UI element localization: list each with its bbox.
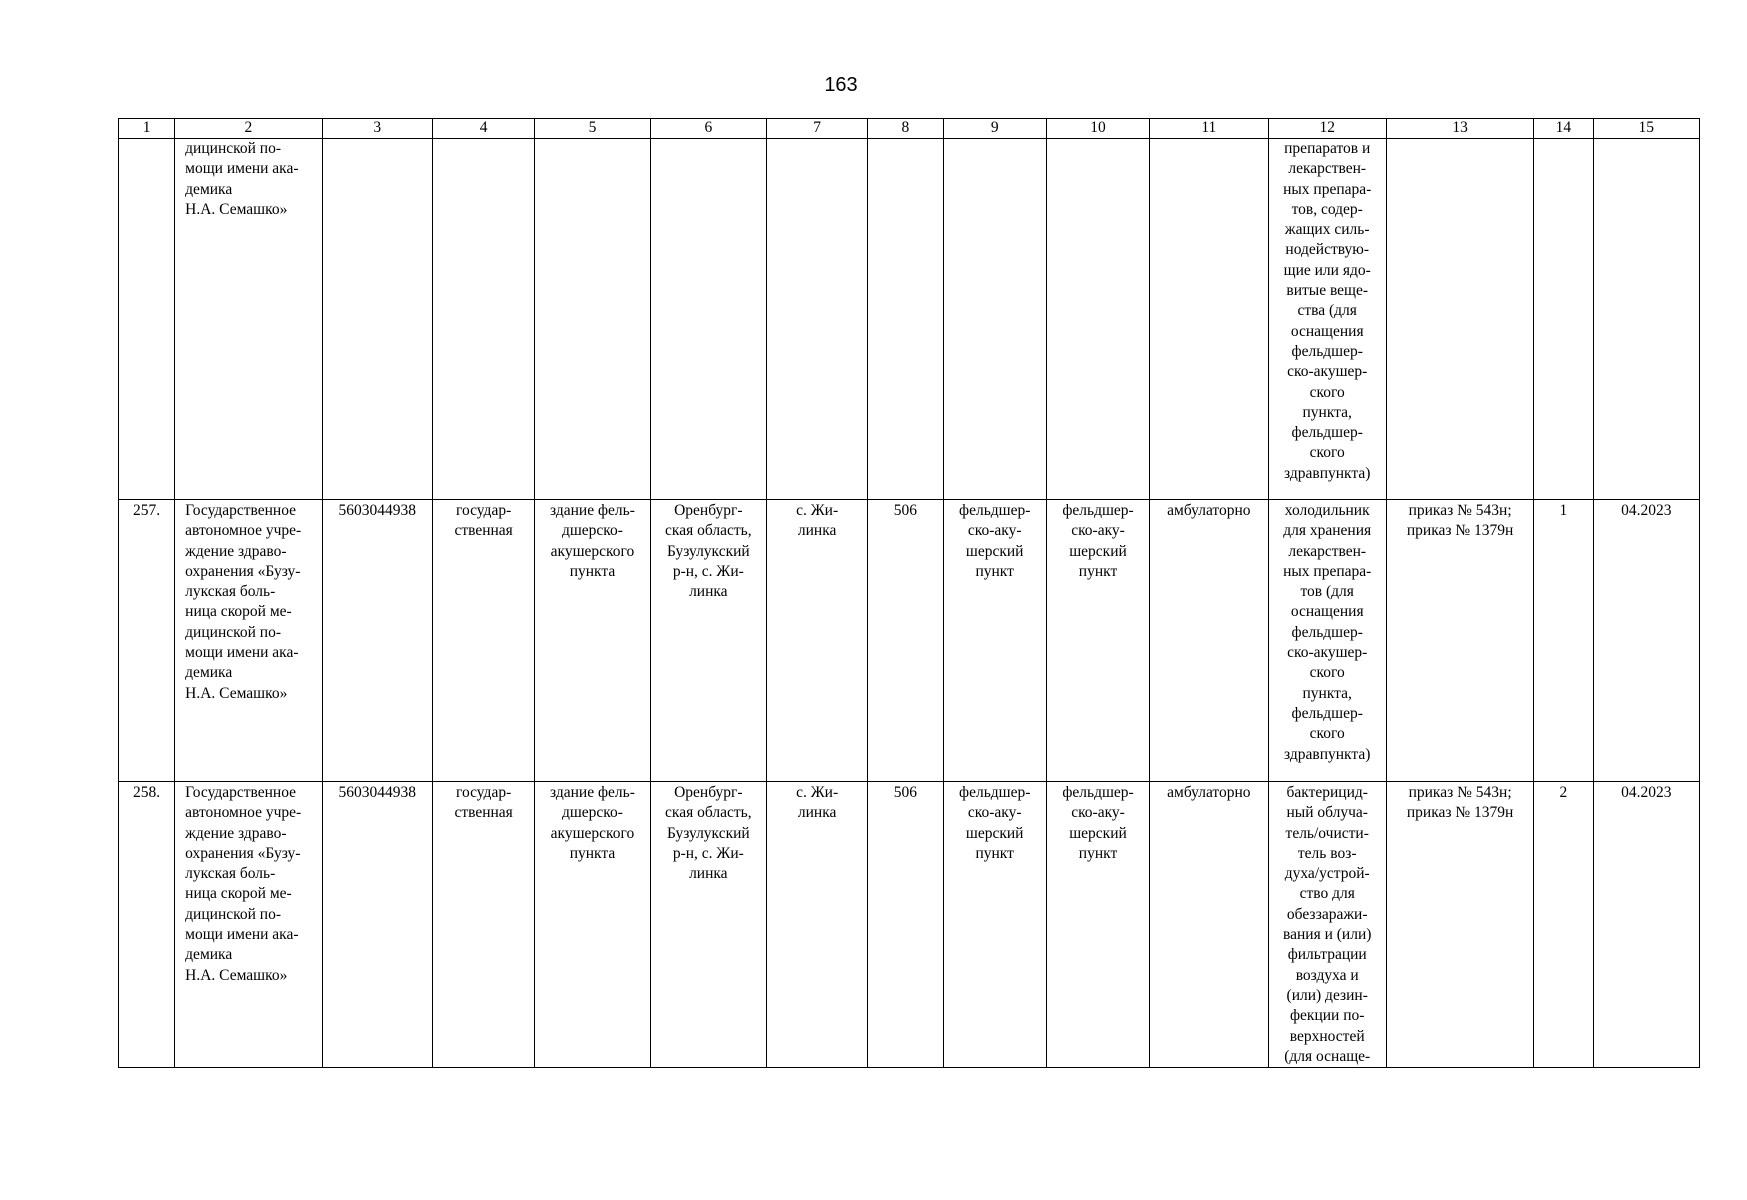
organization-cell: Государственное автономное учре- ждение здраво- охранения «Бузу- лукская боль- ница скорой ме- дицинской по- мощи имени ака- демика Н.А. Семашко» — [175, 782, 322, 1068]
inn-cell: 5603044938 — [322, 500, 432, 782]
column-number: 10 — [1046, 119, 1149, 139]
column-number: 2 — [175, 119, 322, 139]
code-cell: 506 — [868, 782, 943, 1068]
equipment-cell: препаратов и лекарствен- ных препара- тов, содер- жащих силь- нодействую- щие или ядо- витые веще- ства (для оснащения фельдшер- ско-акушер- ского пункта, фельдшер- ского здравпункта) — [1268, 139, 1386, 500]
quantity-cell: 1 — [1534, 500, 1593, 782]
care-mode-cell: амбулаторно — [1150, 782, 1268, 1068]
code-cell: 506 — [868, 500, 943, 782]
column-number: 7 — [767, 119, 868, 139]
inn-cell — [322, 139, 432, 500]
address-cell — [650, 139, 766, 500]
date-cell: 04.2023 — [1593, 500, 1699, 782]
equipment-cell: бактерицид- ный облуча- тель/очисти- тель воз- духа/устрой- ство для обеззаражи- вания и (или) фильтрации воздуха и (или) дезин- фекции по- верхностей (для оснаще- — [1268, 782, 1386, 1068]
unit-name-cell — [1046, 139, 1149, 500]
equipment-cell: холодильник для хранения лекарствен- ных препара- тов (для оснащения фельдшер- ско-акушер- ского пункта, фельдшер- ского здравпункта) — [1268, 500, 1386, 782]
column-number: 4 — [432, 119, 534, 139]
organization-cell: дицинской по- мощи имени ака- демика Н.А. Семашко» — [175, 139, 322, 500]
locality-cell — [767, 139, 868, 500]
care-mode-cell — [1150, 139, 1268, 500]
column-number: 8 — [868, 119, 943, 139]
date-cell: 04.2023 — [1593, 782, 1699, 1068]
address-cell: Оренбург- ская область, Бузулукский р-н, с. Жи- линка — [650, 782, 766, 1068]
organization-cell: Государственное автономное учре- ждение здраво- охранения «Бузу- лукская боль- ница скорой ме- дицинской по- мощи имени ака- демика Н.А. Семашко» — [175, 500, 322, 782]
order-cell: приказ № 543н; приказ № 1379н — [1386, 782, 1533, 1068]
code-cell — [868, 139, 943, 500]
table-row — [119, 500, 1700, 782]
order-cell — [1386, 139, 1533, 500]
locality-cell: с. Жи- линка — [767, 500, 868, 782]
care-mode-cell: амбулаторно — [1150, 500, 1268, 782]
page-number: 163 — [824, 74, 858, 96]
column-number: 5 — [535, 119, 650, 139]
ownership-cell: государ- ственная — [432, 500, 534, 782]
quantity-cell: 2 — [1534, 782, 1593, 1068]
ownership-cell: государ- ственная — [432, 782, 534, 1068]
table-row — [119, 139, 1700, 500]
building-cell: здание фель- дшерско- акушерского пункта — [535, 500, 650, 782]
date-cell — [1593, 139, 1699, 500]
column-number-row — [119, 119, 1700, 139]
column-number: 9 — [943, 119, 1046, 139]
building-cell: здание фель- дшерско- акушерского пункта — [535, 782, 650, 1068]
order-cell: приказ № 543н; приказ № 1379н — [1386, 500, 1533, 782]
column-number: 13 — [1386, 119, 1533, 139]
unit-type-cell: фельдшер- ско-аку- шерский пункт — [943, 782, 1046, 1068]
unit-type-cell — [943, 139, 1046, 500]
inn-cell: 5603044938 — [322, 782, 432, 1068]
table-row — [119, 782, 1700, 1068]
column-number: 1 — [119, 119, 175, 139]
unit-name-cell: фельдшер- ско-аку- шерский пункт — [1046, 782, 1149, 1068]
registry-table — [118, 118, 1700, 1068]
row-number-cell — [119, 139, 175, 500]
row-number-cell: 258. — [119, 782, 175, 1068]
unit-name-cell: фельдшер- ско-аку- шерский пункт — [1046, 500, 1149, 782]
column-number: 12 — [1268, 119, 1386, 139]
unit-type-cell: фельдшер- ско-аку- шерский пункт — [943, 500, 1046, 782]
column-number: 3 — [322, 119, 432, 139]
row-number-cell: 257. — [119, 500, 175, 782]
column-number: 14 — [1534, 119, 1593, 139]
column-number: 15 — [1593, 119, 1699, 139]
column-number: 6 — [650, 119, 766, 139]
address-cell: Оренбург- ская область, Бузулукский р-н, с. Жи- линка — [650, 500, 766, 782]
column-number: 11 — [1150, 119, 1268, 139]
ownership-cell — [432, 139, 534, 500]
quantity-cell — [1534, 139, 1593, 500]
building-cell — [535, 139, 650, 500]
locality-cell: с. Жи- линка — [767, 782, 868, 1068]
